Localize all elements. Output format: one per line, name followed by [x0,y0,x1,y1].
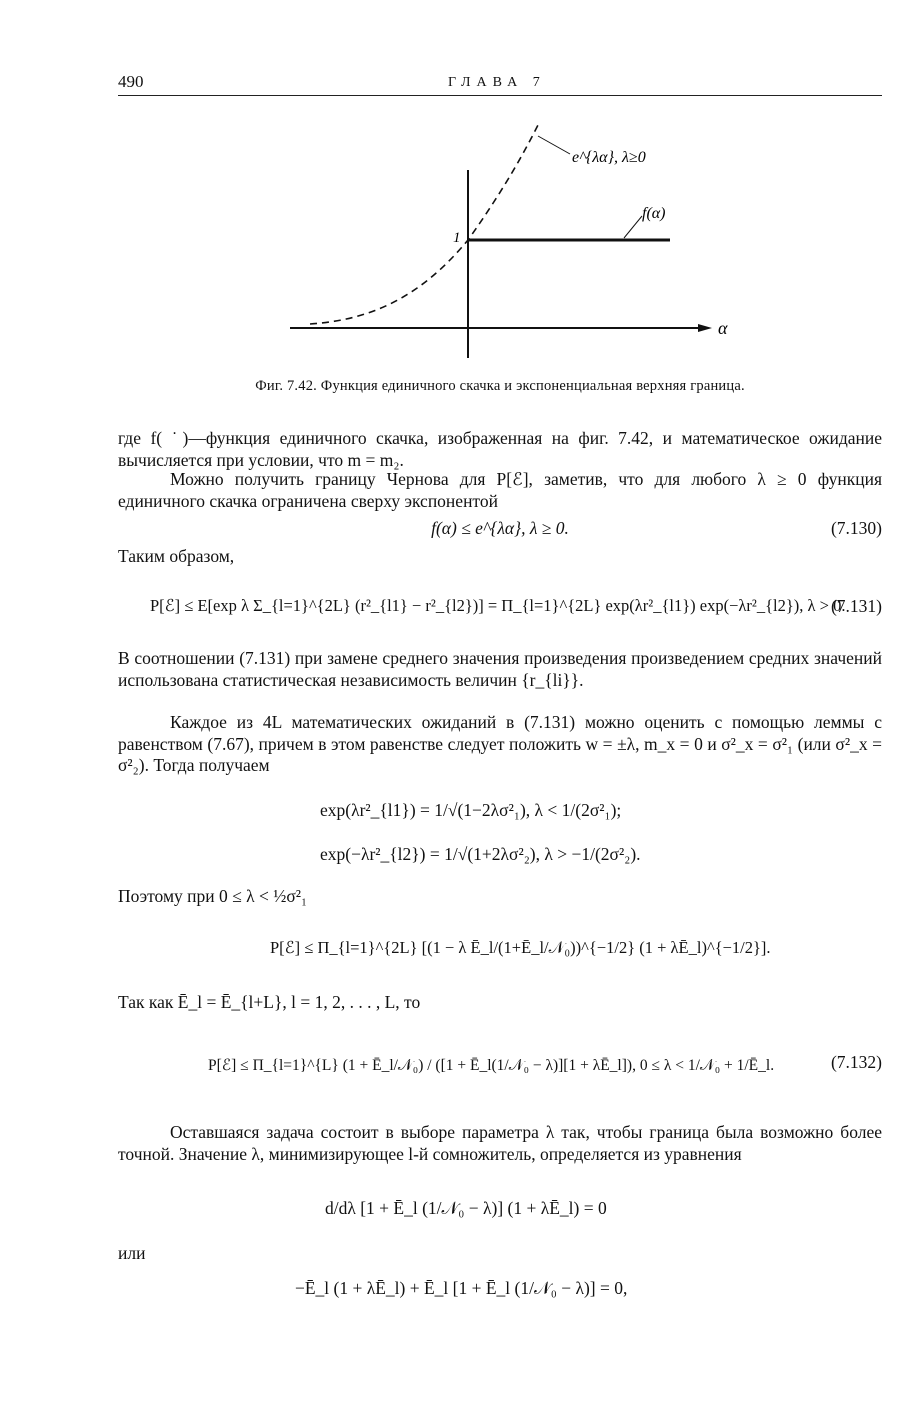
figure-caption: Фиг. 7.42. Функция единичного скачка и экспоненциальная верхняя граница. [255,378,745,394]
f-label: f(α) [642,205,666,222]
equation-7-130: f(α) ≤ e^{λα}, λ ≥ 0. [431,518,569,538]
exp-leader-line [538,136,570,154]
paragraph-7: Так как Ē_l = Ē_{l+L}, l = 1, 2, . . . , L, то [118,992,421,1012]
equation-expect-1: exp(λr²_{l1}) = 1/√(1−2λσ²₁), λ < 1/(2σ²₁); [320,800,622,820]
equation-7-131: P[ℰ] ≤ E[exp λ Σ_{l=1}^{2L} (r²_{l1} − r²_{l2})] = Π_{l=1}^{2L} exp(λr²_{l1}) exp(−λr²_{l2}), λ > 0. [150,596,846,615]
paragraph-8: Оставшаяся задача состоит в выборе параметра λ так, чтобы граница была возможно более точной. Значение λ, минимизирующее l-й сомножитель, определяется из уравнения [118,1122,882,1164]
header-rule [118,95,882,96]
chapter-title: ГЛАВА 7 [448,75,546,90]
page-number: 490 [118,72,144,91]
alpha-label: α [718,318,728,338]
paragraph-4: В соотношении (7.131) при замене среднего значения произведения произведением средних значений использована статистическая независимость величин {r_{li}}. [118,648,882,690]
equation-number-7-132: (7.132) [830,1052,882,1072]
paragraph-5: Каждое из 4L математических ожиданий в (7.131) можно оценить с помощью леммы с равенством (7.67), причем в этом равенстве следует положить w = ±λ, m_x = 0 и σ²_x = σ²₁ (или σ²_x = σ²₂). Тогда получаем [118,712,882,775]
exponential-bound-curve [310,125,538,324]
paragraph-2: Можно получить границу Чернова для P[ℰ], заметив, что для любого λ ≥ 0 функция единичного скачка ограничена сверху экспонентой [118,469,882,511]
equation-expect-2: exp(−λr²_{l2}) = 1/√(1+2λσ²₂), λ > −1/(2σ²₂). [320,844,641,864]
equation-7-132: P[ℰ] ≤ Π_{l=1}^{L} (1 + Ē_l/𝒩₀) / ([1 + Ē_l(1/𝒩₀ − λ)][1 + λĒ_l]), 0 ≤ λ < 1/𝒩₀ + 1/Ē_l. [208,1057,775,1074]
x-axis-arrow [698,324,712,332]
equation-final: −Ē_l (1 + λĒ_l) + Ē_l [1 + Ē_l (1/𝒩₀ − λ)] = 0, [295,1278,628,1298]
equation-product-bound: P[ℰ] ≤ Π_{l=1}^{2L} [(1 − λ Ē_l/(1+Ē_l/𝒩₀))^{−1/2} (1 + λĒ_l)^{−1/2}]. [270,938,771,957]
equation-number-7-130: (7.130) [830,518,882,538]
one-label: 1 [453,230,461,246]
figure-7-42 [270,120,750,365]
paragraph-3: Таким образом, [118,546,235,566]
exp-label: e^{λα}, λ≥0 [572,149,646,166]
equation-number-7-131: (7.131) [830,596,882,616]
equation-derivative: d/dλ [1 + Ē_l (1/𝒩₀ − λ)] (1 + λĒ_l) = 0 [325,1198,607,1218]
paragraph-9: или [118,1243,146,1263]
paragraph-6: Поэтому при 0 ≤ λ < ½σ²₁ [118,886,308,906]
f-leader-line [624,216,642,238]
paragraph-1: где f( ˙)—функция единичного скачка, изображенная на фиг. 7.42, и математическое ожидание вычисляется при условии, что m = m₂. [118,428,882,470]
